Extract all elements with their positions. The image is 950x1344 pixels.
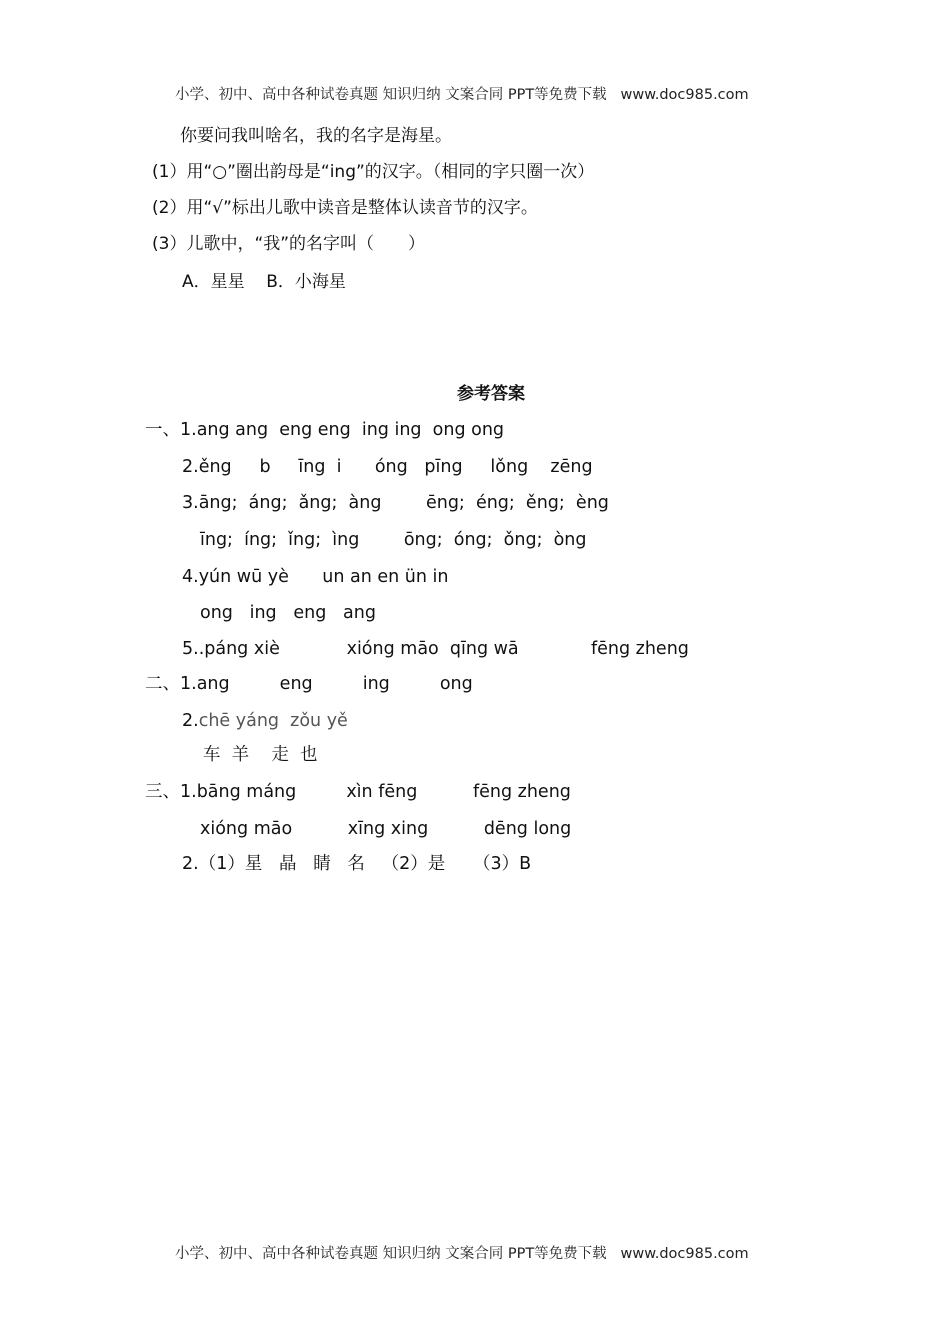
answer-2-2-num: 2.	[182, 711, 199, 731]
poem-line: 你要问我叫啥名，我的名字是海星。	[180, 126, 452, 146]
answer-3-2: 2.（1）星 晶 睛 名 （2）是 （3）B	[182, 854, 532, 874]
page-footer: 小学、初中、高中各种试卷真题 知识归纳 文案合同 PPT等免费下载 www.doc985.com	[175, 1246, 749, 1262]
question-3: (3）儿歌中，“我”的名字叫（ ）	[152, 234, 426, 254]
page-header: 小学、初中、高中各种试卷真题 知识归纳 文案合同 PPT等免费下载 www.doc985.com	[175, 87, 749, 103]
answer-1-1: 一、1.ang ang eng eng ing ing ong ong	[145, 420, 505, 440]
answer-1-4: 4.yún wū yè un an en ün in	[182, 567, 449, 587]
answer-1-4-cont: ong ing eng ang	[200, 603, 376, 623]
question-1: (1）用“○”圈出韵母是“ing”的汉字。（相同的字只圈一次）	[152, 162, 595, 182]
question-3-options: A．星星 B．小海星	[182, 272, 346, 292]
answer-3-1: 三、1.bāng máng xìn fēng fēng zheng	[145, 782, 571, 802]
answer-1-3-cont: īng; íng; ǐng; ìng ōng; óng; ǒng; òng	[200, 530, 587, 550]
answer-1-5: 5..páng xiè xióng māo qīng wā fēng zheng	[182, 639, 689, 659]
answer-1-3: 3.āng; áng; ǎng; àng ēng; éng; ěng; èng	[182, 493, 609, 513]
answer-title: 参考答案	[457, 384, 525, 404]
answer-2-2	[182, 713, 348, 731]
answer-2-2-pinyin: chē yáng zǒu yě	[198, 711, 348, 731]
answer-1-2: 2.ěng b īng i óng pīng lǒng zēng	[182, 457, 593, 477]
answer-2-1: 二、1.ang eng ing ong	[145, 674, 473, 694]
answer-3-1-cont: xióng māo xīng xing dēng long	[200, 819, 572, 839]
question-2: (2）用“√”标出儿歌中读音是整体认读音节的汉字。	[152, 198, 538, 218]
answer-2-2-chars: 车 羊 走 也	[203, 745, 318, 765]
